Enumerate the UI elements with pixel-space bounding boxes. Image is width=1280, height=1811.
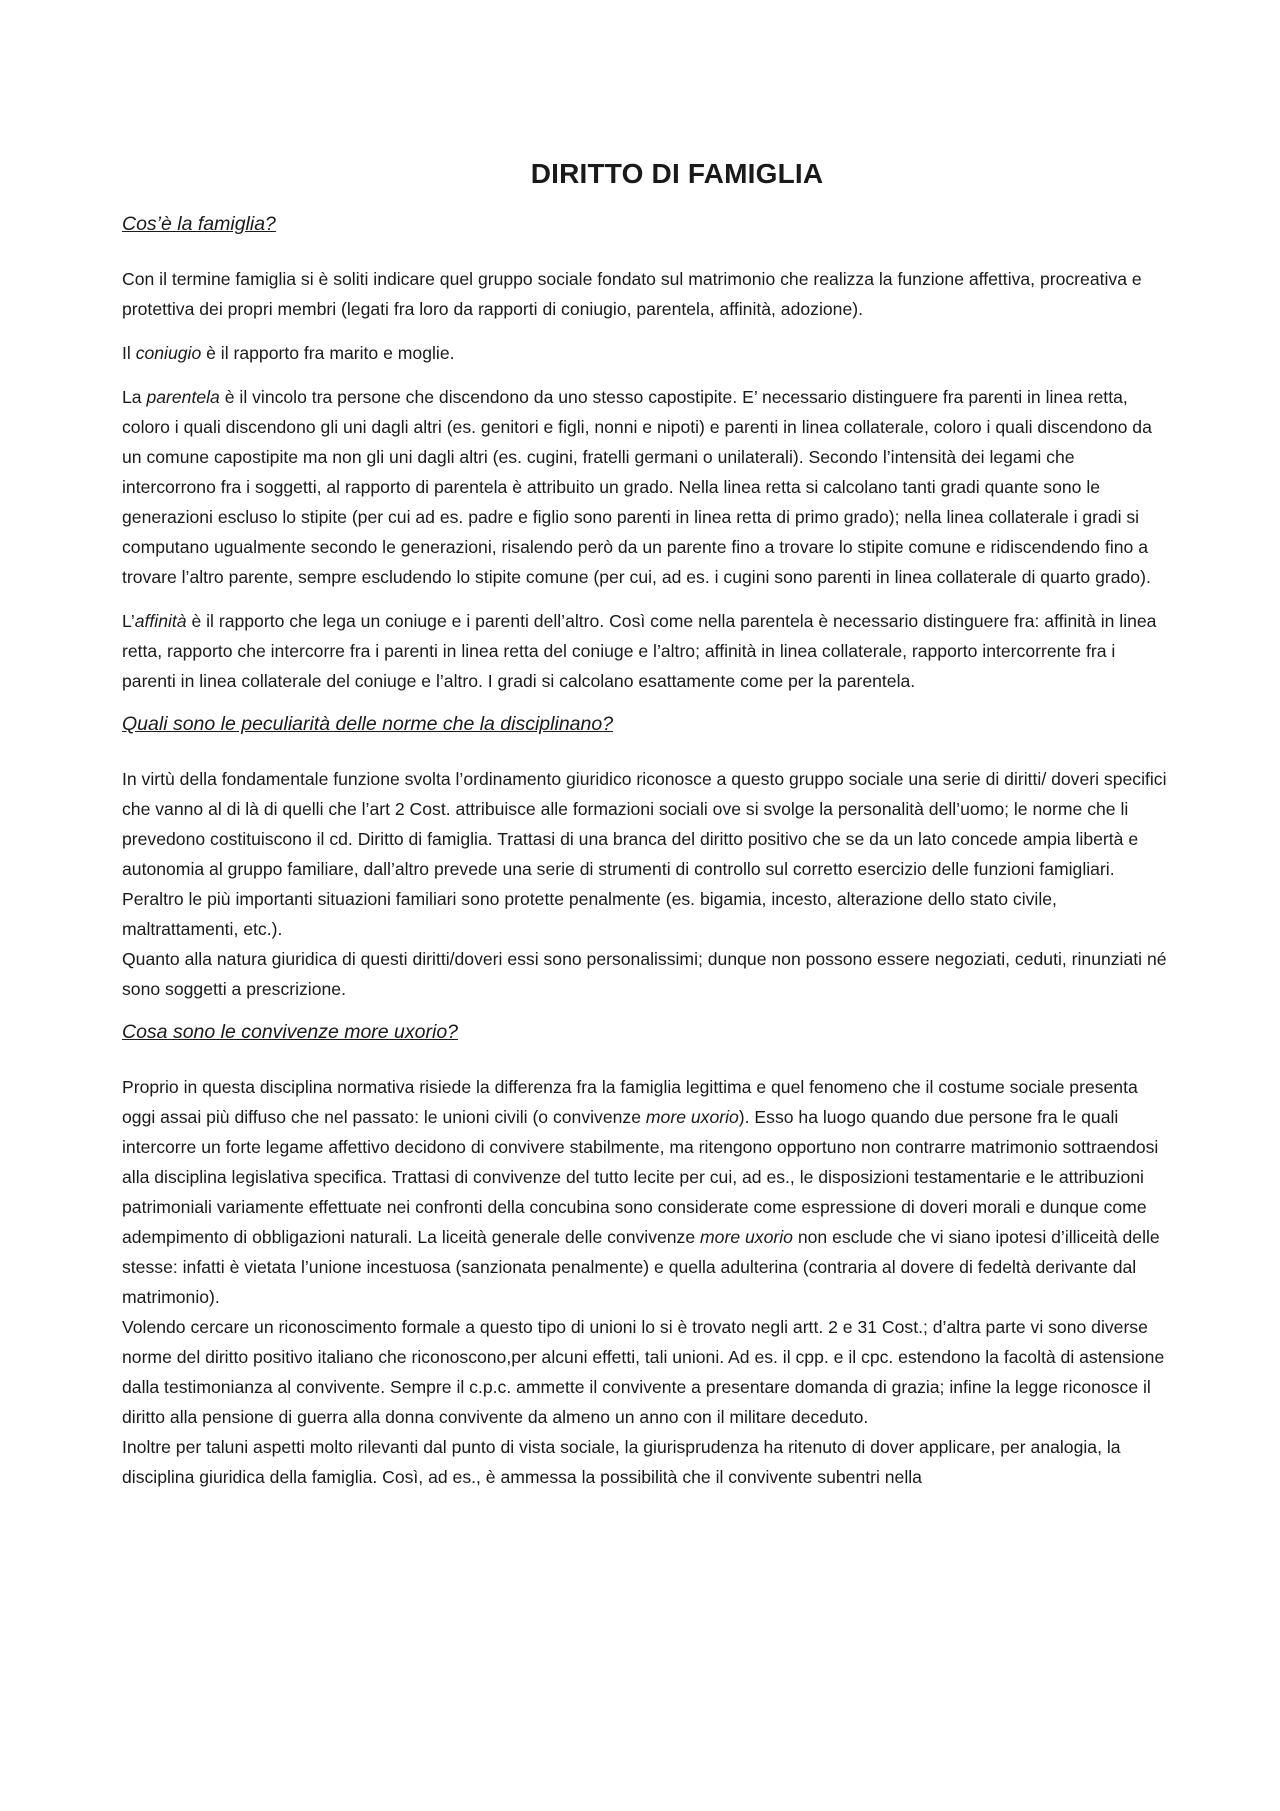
paragraph-coniugio (122, 338, 1168, 368)
text-run: L’ (122, 611, 135, 631)
emphasis-more-uxorio: more uxorio (645, 1107, 739, 1127)
paragraph-convivenze (122, 1072, 1168, 1312)
document-page (122, 150, 1168, 1506)
paragraph-definizione-famiglia: Con il termine famiglia si è soliti indicare quel gruppo sociale fondato sul matrimonio che realizza la funzione affettiva, procreativa e protettiva dei propri membri (legati fra loro da rapporti di coniugio, parentela, affinità, adozione). (122, 269, 1142, 319)
text-run: è il vincolo tra persone che discendono da uno stesso capostipite. E’ necessario distinguere fra parenti in linea retta, coloro i quali discendono gli uni dagli altri (es. genitori e figli, nonni e nipoti) e parenti in linea collaterale, coloro i quali discendono da un comune capostipite ma non gli uni dagli altri (es. cugini, fratelli germani o unilaterali). Secondo l’intensità dei legami che intercorrono fra i soggetti, al rapporto di parentela è attribuito un grado. Nella linea retta si calcolano tanti gradi quante sono le generazioni escluso lo stipite (per cui ad es. padre e figlio sono parenti in linea retta di primo grado); nella linea collaterale i gradi si computano ugualmente secondo le generazioni, risalendo però da un parente fino a trovare lo stipite comune e ridiscendendo fino a trovare l’altro parente, sempre escludendo lo stipite comune (per cui, ad es. i cugini sono parenti in linea collaterale di quarto grado). (122, 387, 1152, 587)
paragraph-affinita (122, 606, 1168, 696)
text-run: è il rapporto fra marito e moglie. (201, 343, 455, 363)
text-run: è il rapporto che lega un coniuge e i parenti dell’altro. Così come nella parentela è necessario distinguere fra: affinità in linea retta, rapporto che intercorre fra i parenti in linea retta del coniuge e l’altro; affinità in linea collaterale, rapporto intercorrente fra i parenti in linea collaterale del coniuge e l’altro. I gradi si calcolano esattamente come per la parentela. (122, 611, 1157, 691)
text-run: ). Esso ha luogo quando due persone fra le quali intercorre un forte legame affettivo decidono di convivere stabilmente, ma ritengono opportuno non contrarre matrimonio sottraendosi alla disciplina legislativa specifica. Trattasi di convivenze del tutto lecite per cui, ad es., le disposizioni testamentarie e le attribuzioni patrimoniali variamente effettuate nei confronti della concubina sono considerate come espressione di doveri morali e dunque come adempimento di obbligazioni naturali. La liceità generale delle convivenze (122, 1107, 1159, 1247)
emphasis-parentela: parentela (146, 387, 220, 407)
section-heading-convivenze: Cosa sono le convivenze more uxorio? (122, 1021, 459, 1043)
paragraph-parentela (122, 382, 1168, 592)
text-run: Il (122, 343, 136, 363)
emphasis-more-uxorio: more uxorio (700, 1227, 793, 1247)
paragraph-riconoscimento-formale: Volendo cercare un riconoscimento formale a questo tipo di unioni lo si è trovato negli artt. 2 e 31 Cost.; d’altra parte vi sono diverse norme del diritto positivo italiano che riconoscono,per alcuni effetti, tali unioni. Ad es. il cpp. e il cpc. estendono la facoltà di astensione dalla testimonianza al convivente. Sempre il c.p.c. ammette il convivente a presentare domanda di grazia; infine la legge riconosce il diritto alla pensione di guerra alla donna convivente da almeno un anno con il militare deceduto. (122, 1317, 1165, 1427)
section-heading-famiglia: Cos’è la famiglia? (122, 213, 276, 235)
text-run: Proprio in questa disciplina normativa risiede la differenza fra la famiglia legittima e quel fenomeno che il costume sociale presenta oggi assai più diffuso che nel passato: le unioni civili (o convivenze (122, 1077, 1138, 1127)
emphasis-coniugio: coniugio (135, 343, 202, 363)
paragraph-funzione-ordinamento: In virtù della fondamentale funzione svolta l’ordinamento giuridico riconosce a questo gruppo sociale una serie di diritti/ doveri specifici che vanno al di là di quelli che l’art 2 Cost. attribuisce alle formazioni sociali ove si svolge la personalità dell’uomo; le norme che li prevedono costituiscono il cd. Diritto di famiglia. Trattasi di una branca del diritto positivo che se da un lato concede ampia libertà e autonomia al gruppo familiare, dall’altro prevede una serie di strumenti di controllo sul corretto esercizio delle funzioni famigliari. Peraltro le più importanti situazioni familiari sono protette penalmente (es. bigamia, incesto, alterazione dello stato civile, maltrattamenti, etc.). (122, 769, 1167, 939)
paragraph-giurisprudenza: Inoltre per taluni aspetti molto rilevanti dal punto di vista sociale, la giurisprudenza ha ritenuto di dover applicare, per analogia, la disciplina giuridica della famiglia. Così, ad es., è ammessa la possibilità che il convivente subentri nella (122, 1437, 1121, 1487)
text-run: La (122, 387, 147, 407)
paragraph-natura-giuridica: Quanto alla natura giuridica di questi diritti/doveri essi sono personalissimi; dunque non possono essere negoziati, ceduti, rinunziati né sono soggetti a prescrizione. (122, 949, 1167, 999)
document-title: DIRITTO DI FAMIGLIA (530, 158, 824, 189)
section-heading-norme: Quali sono le peculiarità delle norme che la disciplinano? (122, 713, 614, 735)
text-run: non esclude che vi siano ipotesi d’illiceità delle stesse: infatti è vietata l’unione incestuosa (sanzionata penalmente) e quella adulterina (contraria al dovere di fedeltà derivante dal matrimonio). (122, 1227, 1160, 1307)
emphasis-affinita: affinità (134, 611, 187, 631)
